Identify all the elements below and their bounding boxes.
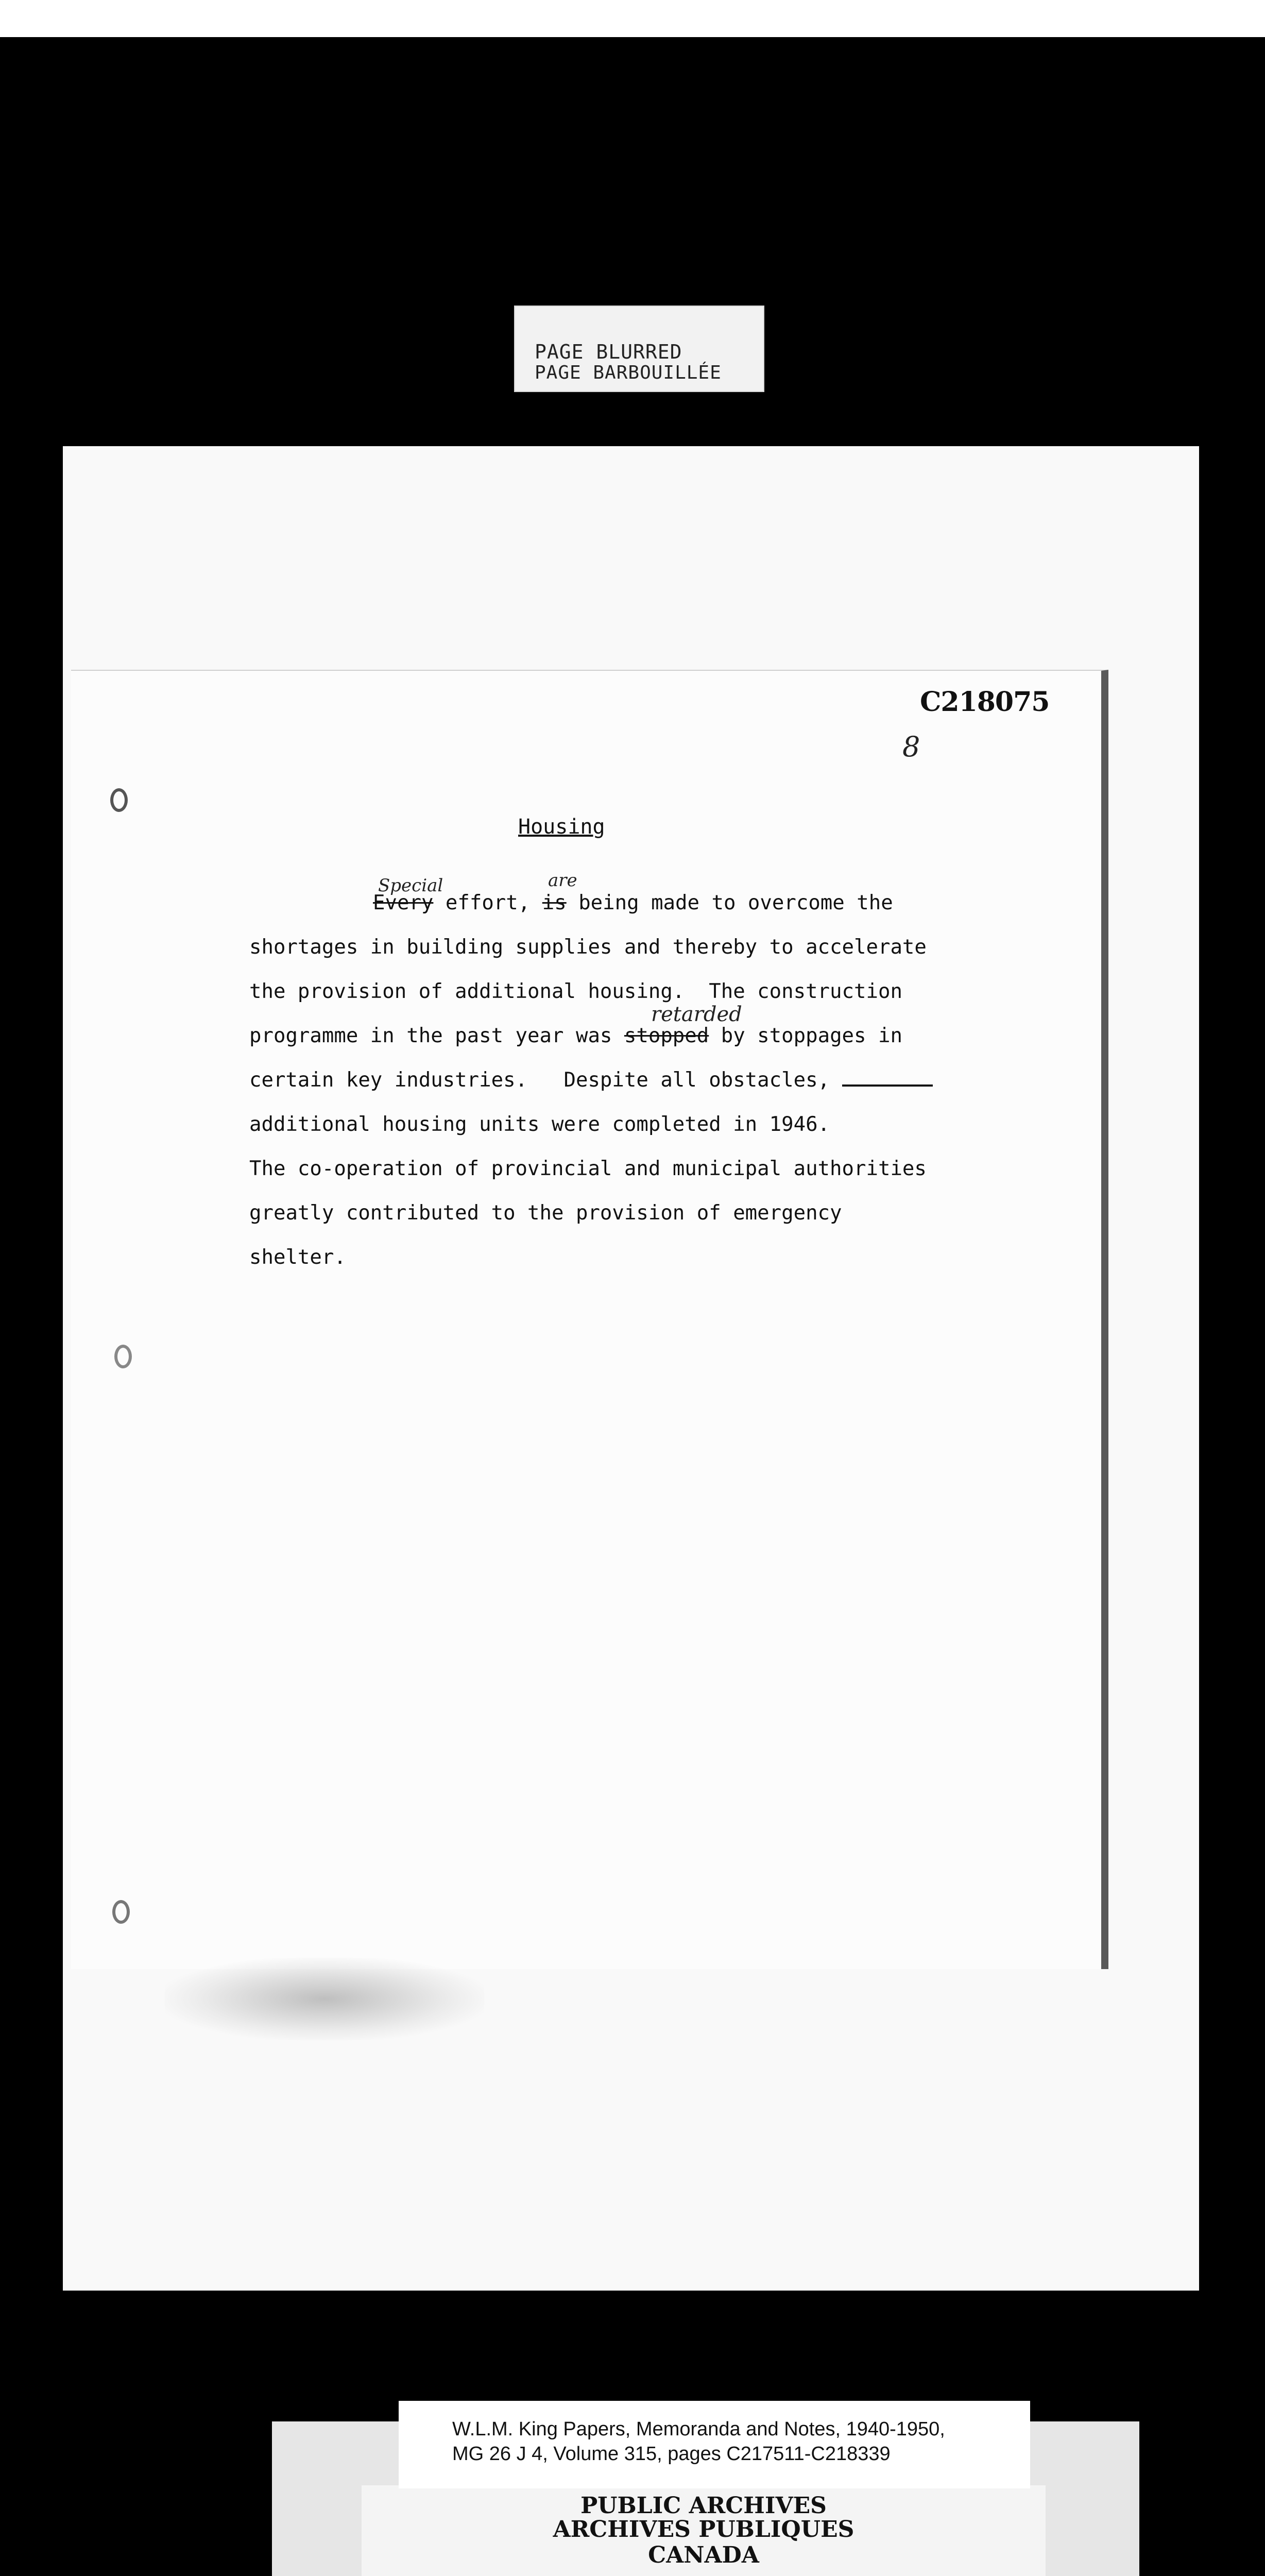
scan-smudge (165, 1958, 484, 2040)
archive-stamp-line-2: ARCHIVES PUBLIQUES (553, 2516, 854, 2543)
handwritten-special: Special (378, 875, 443, 896)
handwritten-retarded: retarded (651, 1003, 742, 1026)
binder-hole-icon (114, 1345, 132, 1368)
handwritten-page-number: 8 (902, 731, 920, 763)
line5-text: certain key industries. Despite all obstacles, (249, 1069, 830, 1092)
source-line-2: MG 26 J 4, Volume 315, pages C217511-C218339 (452, 2443, 891, 2465)
body-line-4 (249, 1003, 1042, 1058)
line1-part-b: being made to overcome the (566, 891, 893, 914)
source-line-1: W.L.M. King Papers, Memoranda and Notes, 1940-1950, (452, 2418, 945, 2440)
document-number: C218075 (920, 686, 1050, 718)
binder-hole-icon (112, 1900, 130, 1924)
document-heading: Housing (518, 815, 605, 839)
body-line-6: additional housing units were completed in 1946. (249, 1113, 830, 1136)
line4-suffix: by stoppages in (709, 1024, 902, 1047)
body-line-2: shortages in building supplies and thereby to accelerate (249, 936, 927, 959)
body-line-1: Every effort, is being made to overcome the Special are (249, 881, 1042, 925)
blurred-label-english: PAGE BLURRED (535, 341, 682, 363)
archive-stamp-line-1: PUBLIC ARCHIVES (580, 2493, 827, 2519)
top-white-strip (0, 0, 1265, 37)
line1-part-a: effort (433, 891, 518, 914)
blank-number-field (842, 1068, 933, 1087)
body-line-9: shelter. (249, 1246, 346, 1269)
line4-prefix: programme in the past year was (249, 1024, 624, 1047)
blurred-page-label (514, 306, 764, 392)
body-line-5 (249, 1058, 1042, 1103)
struck-word-every: Every (373, 891, 434, 914)
body-line-3: the provision of additional housing. The construction (249, 980, 902, 1003)
struck-word-is: is (542, 891, 567, 914)
body-line-7: The co-operation of provincial and municipal authorities (249, 1157, 927, 1180)
body-line-8: greatly contributed to the provision of emergency (249, 1201, 842, 1225)
archive-stamp-line-3: CANADA (648, 2542, 759, 2568)
document-page (71, 670, 1108, 1969)
document-body (249, 870, 1042, 1280)
blurred-label-french: PAGE BARBOUILLÉE (535, 362, 722, 383)
binder-hole-icon (110, 788, 128, 812)
handwritten-are: are (548, 870, 577, 891)
archive-stamp (362, 2485, 1046, 2576)
struck-word-stopped: stopped (624, 1024, 709, 1047)
source-citation-card (399, 2401, 1030, 2488)
